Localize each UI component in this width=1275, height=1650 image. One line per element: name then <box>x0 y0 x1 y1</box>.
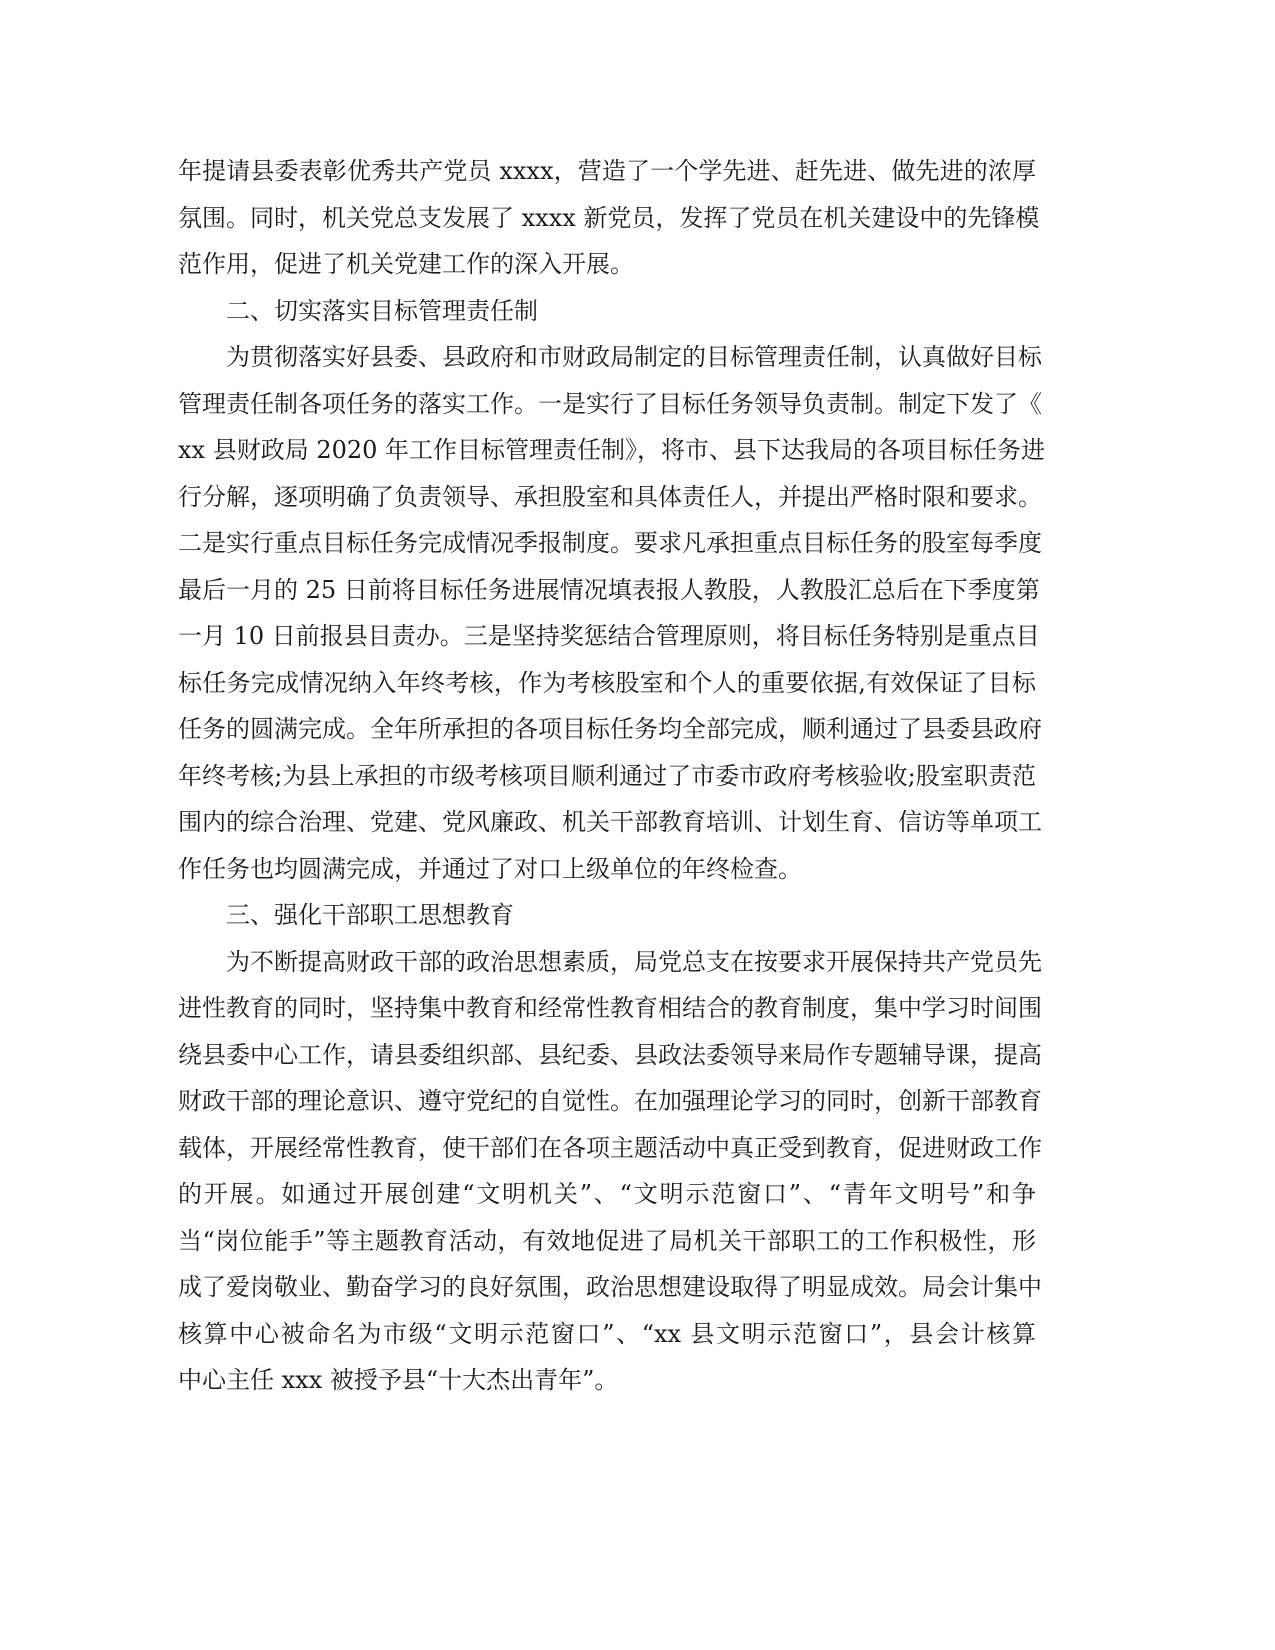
body-paragraph <box>178 334 1046 892</box>
document-page <box>178 148 1046 1404</box>
text-line: 范作用，促进了机关党建工作的深入开展。 <box>178 250 634 278</box>
text-line: 围内的综合治理、党建、党风廉政、机关干部教育培训、计划生育、信访等单项工 <box>178 808 1042 836</box>
text-line: 标任务完成情况纳入年终考核，作为考核股室和个人的重要依据,有效保证了目标 <box>178 668 1036 697</box>
text-line: xx 县财政局 2020 年工作目标管理责任制》，将市、县下达我局的各项目标任务进 <box>178 436 1046 464</box>
body-paragraph <box>178 148 1040 288</box>
text-line: 氛围。同时，机关党总支发展了 xxxx 新党员，发挥了党员在机关建设中的先锋模 <box>178 203 1040 232</box>
text-line: 为不断提高财政干部的政治思想素质，局党总支在按要求开展保持共产党员先 <box>226 947 1042 976</box>
text-line: 成了爱岗敬业、勤奋学习的良好氛围，政治思想建设取得了明显成效。局会计集中 <box>178 1273 1042 1301</box>
text-line: 的开展。如通过开展创建“文明机关”、“文明示范窗口”、“青年文明号”和争 <box>178 1180 1036 1208</box>
text-line: 进性教育的同时，坚持集中教育和经常性教育相结合的教育制度，集中学习时间围 <box>178 994 1042 1022</box>
section-heading-text: 二、切实落实目标管理责任制 <box>226 296 538 325</box>
text-line: 当“岗位能手”等主题教育活动，有效地促进了局机关干部职工的工作积极性，形 <box>178 1226 1036 1255</box>
text-line: 行分解，逐项明确了负责领导、承担股室和具体责任人，并提出严格时限和要求。 <box>178 482 1042 511</box>
text-line: 管理责任制各项任务的落实工作。一是实行了目标任务领导负责制。制定下发了《 <box>178 389 1042 418</box>
section-heading-text: 三、强化干部职工思想教育 <box>226 901 514 929</box>
section-heading <box>178 892 1036 939</box>
text-line: 任务的圆满完成。全年所承担的各项目标任务均全部完成，顺利通过了县委县政府 <box>178 715 1042 743</box>
text-line: 为贯彻落实好县委、县政府和市财政局制定的目标管理责任制，认真做好目标 <box>226 343 1042 371</box>
text-line: 一月 10 日前报县目责办。三是坚持奖惩结合管理原则，将目标任务特别是重点目 <box>178 622 1040 650</box>
text-line: 绕县委中心工作，请县委组织部、县纪委、县政法委领导来局作专题辅导课，提高 <box>178 1040 1042 1069</box>
text-line: 载体，开展经常性教育，使干部们在各项主题活动中真正受到教育，促进财政工作 <box>178 1133 1042 1162</box>
text-line: 年终考核;为县上承担的市级考核项目顺利通过了市委市政府考核验收;股室职责范 <box>178 761 1036 790</box>
text-line: 核算中心被命名为市级“文明示范窗口”、“xx 县文明示范窗口”，县会计核算 <box>178 1319 1036 1348</box>
section-heading <box>178 288 1036 335</box>
text-line: 最后一月的 25 日前将目标任务进展情况填表报人教股，人教股汇总后在下季度第 <box>178 575 1040 604</box>
text-line: 作任务也均圆满完成，并通过了对口上级单位的年终检查。 <box>178 854 802 883</box>
text-line: 财政干部的理论意识、遵守党纪的自觉性。在加强理论学习的同时，创新干部教育 <box>178 1087 1042 1115</box>
text-line: 年提请县委表彰优秀共产党员 xxxx，营造了一个学先进、赶先进、做先进的浓厚 <box>178 157 1036 185</box>
text-line: 中心主任 xxx 被授予县“十大杰出青年”。 <box>178 1366 619 1394</box>
body-paragraph <box>178 939 1042 1404</box>
text-line: 二是实行重点目标任务完成情况季报制度。要求凡承担重点目标任务的股室每季度 <box>178 529 1042 557</box>
